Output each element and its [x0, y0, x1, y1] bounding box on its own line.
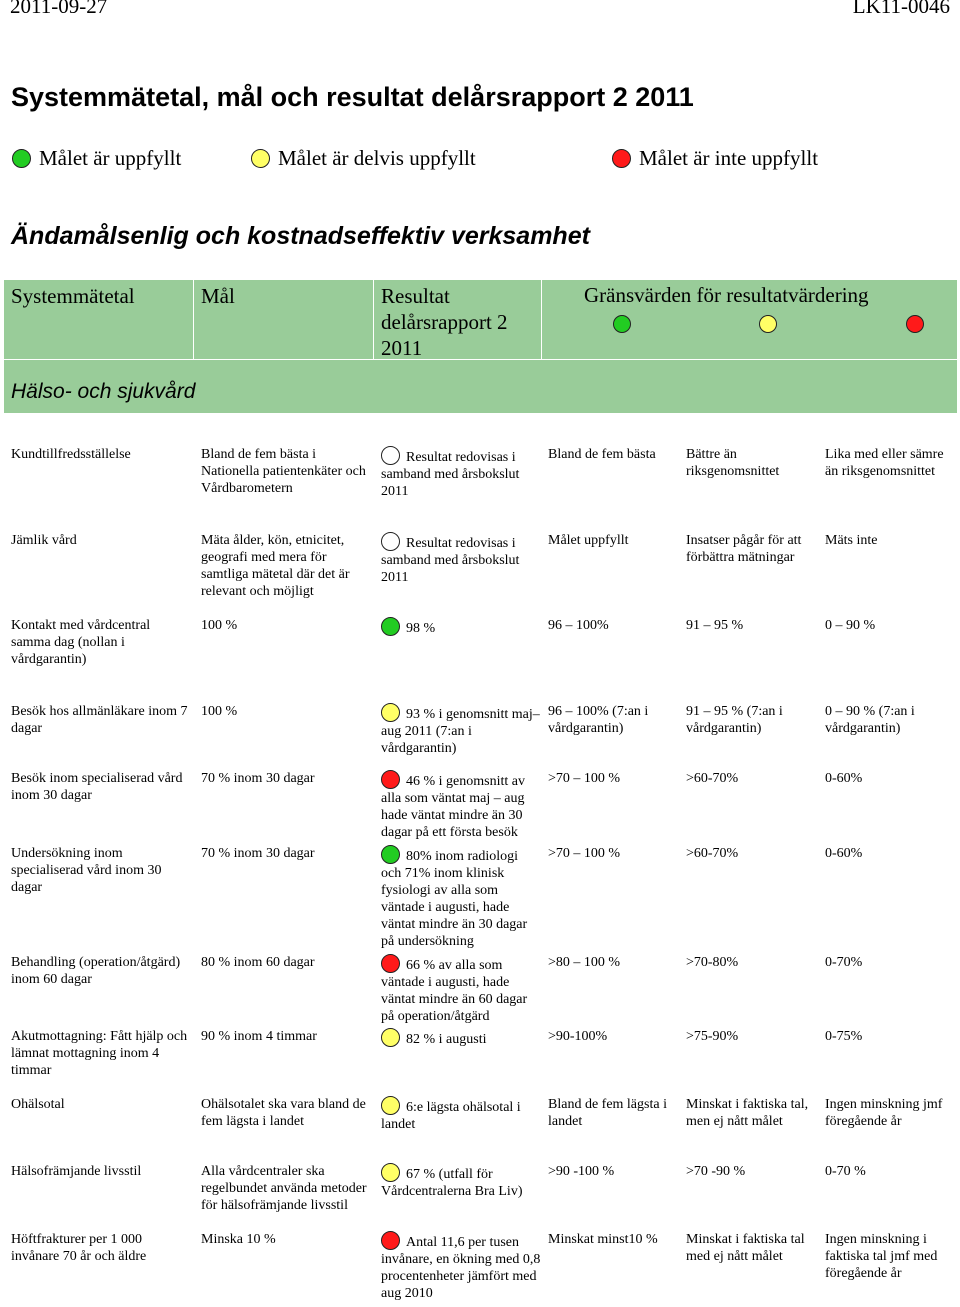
column-header-mal: Mål [201, 284, 235, 308]
cell-goal: Mäta ålder, kön, etnicitet, geografi med mera för samtliga mätetal där det är relevant och möjligt [201, 533, 350, 599]
cell-goal: 100 % [201, 618, 238, 633]
cell-red: Ingen minskning jmf föregående år [825, 1097, 943, 1129]
result-text: Resultat redovisas i samband med årsbokslut 2011 [381, 536, 520, 585]
result-text: 98 % [406, 621, 436, 636]
white-status-icon [381, 532, 400, 551]
green-status-icon [381, 617, 400, 636]
yellow-dot-icon [759, 315, 777, 333]
red-dot-icon [612, 149, 631, 168]
subsection-title: Hälso- och sjukvård [11, 380, 196, 403]
cell-name: Akutmottagning: Fått hjälp och lämnat mottagning inom 4 timmar [11, 1029, 188, 1078]
column-header-gransvarden: Gränsvärden för resultatvärdering [584, 283, 869, 307]
column-header-resultat-line1: Resultat [381, 284, 450, 308]
cell-red: 0 – 90 % (7:an i vårdgarantin) [825, 704, 915, 736]
cell-name: Ohälsotal [11, 1097, 65, 1112]
result-text: Antal 11,6 per tusen invånare, en ökning med 0,8 procentenheter jämfört med aug 2010 [381, 1235, 541, 1301]
cell-green: >70 – 100 % [548, 846, 621, 861]
cell-goal: 80 % inom 60 dagar [201, 955, 315, 970]
white-status-icon [381, 446, 400, 465]
cell-green: Bland de fem lägsta i landet [548, 1097, 667, 1129]
result-text: 46 % i genomsnitt av alla som väntat maj – aug hade väntat mindre än 30 dagar på ett första besök [381, 774, 525, 840]
cell-red: 0-70% [825, 955, 863, 970]
cell-result [381, 770, 541, 841]
cell-goal: 100 % [201, 704, 238, 719]
cell-yellow: Bättre än riksgenomsnittet [686, 447, 780, 479]
legend-red [612, 146, 818, 171]
cell-red: 0-60% [825, 771, 863, 786]
yellow-dot-icon [251, 149, 270, 168]
cell-yellow: 91 – 95 % [686, 618, 744, 633]
result-text: 93 % i genomsnitt maj–aug 2011 (7:an i vårdgarantin) [381, 707, 540, 756]
page-title: Systemmätetal, mål och resultat delårsrapport 2 2011 [11, 82, 694, 112]
result-text: 80% inom radiologi och 71% inom klinisk fysiologi av alla som väntade i augusti, hade väntat mindre än 30 dagar på undersökning [381, 849, 528, 949]
cell-name: Kontakt med vårdcentral samma dag (nollan i vårdgarantin) [11, 618, 151, 667]
cell-goal: Ohälsotalet ska vara bland de fem lägsta i landet [201, 1097, 366, 1129]
cell-red: Lika med eller sämre än riksgenomsnittet [825, 447, 944, 479]
cell-result [381, 1163, 541, 1200]
cell-yellow: >60-70% [686, 771, 739, 786]
cell-yellow: Minskat i faktiska tal med ej nått målet [686, 1232, 805, 1264]
result-text: 6:e lägsta ohälsotal i landet [381, 1100, 521, 1132]
yellow-status-icon [381, 1163, 400, 1182]
cell-result [381, 845, 541, 950]
yellow-status-icon [381, 703, 400, 722]
cell-green: Minskat minst10 % [548, 1232, 658, 1247]
cell-name: Hälsofrämjande livsstil [11, 1164, 142, 1179]
cell-green: Målet uppfyllt [548, 533, 629, 548]
header-divider [541, 280, 542, 359]
green-dot-icon [613, 315, 631, 333]
cell-name: Jämlik vård [11, 533, 77, 548]
column-header-resultat-line2: delårsrapport 2 [381, 310, 508, 334]
legend-yellow [251, 146, 476, 171]
result-text: Resultat redovisas i samband med årsbokslut 2011 [381, 450, 520, 499]
cell-yellow: 91 – 95 % (7:an i vårdgarantin) [686, 704, 783, 736]
cell-goal: Alla vårdcentraler ska regelbundet använda metoder för hälsofrämjande livsstil [201, 1164, 367, 1213]
cell-result [381, 617, 541, 637]
cell-red: 0 – 90 % [825, 618, 876, 633]
cell-result [381, 1096, 541, 1133]
document-date: 2011-09-27 [10, 0, 108, 18]
cell-goal: 70 % inom 30 dagar [201, 771, 315, 786]
cell-result [381, 703, 541, 757]
cell-result [381, 954, 541, 1025]
cell-yellow: >70 -90 % [686, 1164, 746, 1179]
cell-goal: Bland de fem bästa i Nationella patientenkäter och Vårdbarometern [201, 447, 366, 496]
cell-name: Besök hos allmänläkare inom 7 dagar [11, 704, 188, 736]
green-status-icon [381, 845, 400, 864]
header-divider [373, 280, 374, 359]
cell-yellow: >60-70% [686, 846, 739, 861]
column-header-resultat-line3: 2011 [381, 336, 423, 360]
cell-green: 96 – 100% (7:an i vårdgarantin) [548, 704, 649, 736]
cell-yellow: >75-90% [686, 1029, 739, 1044]
cell-name: Undersökning inom specialiserad vård inom 30 dagar [11, 846, 162, 895]
red-status-icon [381, 954, 400, 973]
cell-red: 0-60% [825, 846, 863, 861]
red-status-icon [381, 1231, 400, 1250]
red-dot-icon [906, 315, 924, 333]
legend-green [12, 146, 181, 171]
cell-name: Behandling (operation/åtgärd) inom 60 dagar [11, 955, 181, 987]
cell-name: Besök inom specialiserad vård inom 30 dagar [11, 771, 183, 803]
cell-name: Kundtillfredsställelse [11, 447, 131, 462]
result-text: 66 % av alla som väntade i augusti, hade väntat mindre än 60 dagar på operation/åtgärd [381, 958, 528, 1024]
yellow-status-icon [381, 1096, 400, 1115]
legend-red-label: Målet är inte uppfyllt [639, 146, 819, 170]
cell-result [381, 1231, 541, 1302]
cell-result [381, 446, 541, 500]
cell-goal: 70 % inom 30 dagar [201, 846, 315, 861]
cell-green: 96 – 100% [548, 618, 609, 633]
cell-goal: Minska 10 % [201, 1232, 276, 1247]
header-divider [193, 280, 194, 359]
column-header-systemmatetal: Systemmätetal [11, 284, 135, 308]
section-title: Ändamålsenlig och kostnadseffektiv verksamhet [11, 222, 590, 250]
cell-green: >90-100% [548, 1029, 608, 1044]
yellow-status-icon [381, 1028, 400, 1047]
cell-green: >90 -100 % [548, 1164, 615, 1179]
cell-red: 0-70 % [825, 1164, 866, 1179]
cell-result [381, 1028, 541, 1048]
cell-yellow: Insatser pågår för att förbättra mätningar [686, 533, 802, 565]
cell-goal: 90 % inom 4 timmar [201, 1029, 317, 1044]
document-id: LK11-0046 [852, 0, 950, 18]
cell-red: Mäts inte [825, 533, 878, 548]
column-header-resultat [381, 283, 508, 361]
cell-red: 0-75% [825, 1029, 863, 1044]
result-text: 67 % (utfall för Vårdcentralerna Bra Liv) [381, 1167, 523, 1199]
red-status-icon [381, 770, 400, 789]
cell-green: >70 – 100 % [548, 771, 621, 786]
cell-red: Ingen minskning i faktiska tal jmf med föregående år [825, 1232, 938, 1281]
cell-yellow: Minskat i faktiska tal, men ej nått målet [686, 1097, 809, 1129]
cell-result [381, 532, 541, 586]
result-text: 82 % i augusti [406, 1032, 487, 1047]
legend-yellow-label: Målet är delvis uppfyllt [278, 146, 476, 170]
green-dot-icon [12, 149, 31, 168]
cell-green: Bland de fem bästa [548, 447, 656, 462]
cell-green: >80 – 100 % [548, 955, 621, 970]
cell-yellow: >70-80% [686, 955, 739, 970]
legend-green-label: Målet är uppfyllt [39, 146, 182, 170]
cell-name: Höftfrakturer per 1 000 invånare 70 år och äldre [11, 1232, 147, 1264]
